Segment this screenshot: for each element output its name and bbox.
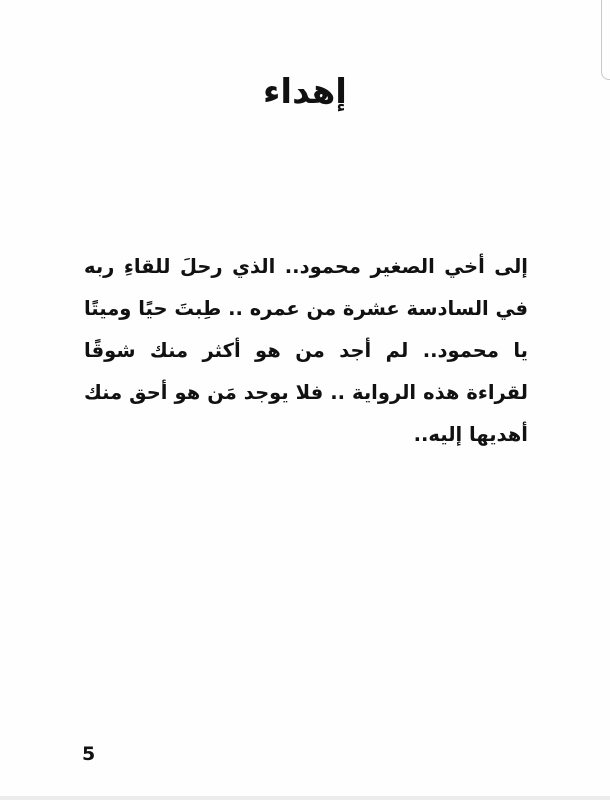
page-number: 5 [82,743,96,765]
page-curl-edge [601,0,610,80]
bottom-bar [0,796,610,800]
page-title: إهداء [263,72,347,112]
dedication-text: إلى أخي الصغير محمود.. الذي رحلَ للقاءِ ربه في السادسة عشرة من عمره .. طِبتَ حيًا وميتًا يا محمود.. لم أجد من هو أكثر منك شوقًا لقراءة هذه الرواية .. فلا يوجد مَن هو أحق منك أهديها إليه.. [83,255,528,446]
